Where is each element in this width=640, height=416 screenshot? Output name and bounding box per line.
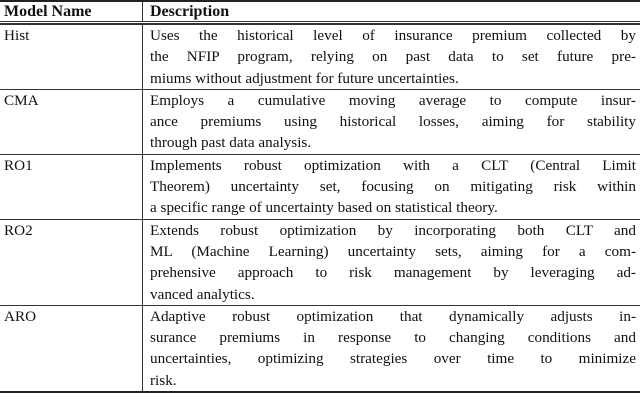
description-cell bbox=[143, 220, 640, 305]
table-row bbox=[0, 24, 640, 89]
description-line: Implements robust optimization with a CLT (Central Limit bbox=[150, 156, 636, 174]
header-description: Description bbox=[150, 3, 230, 20]
table-row bbox=[0, 154, 640, 219]
description-line: prehensive approach to risk management by leveraging ad- bbox=[150, 264, 636, 282]
description-line: a specific range of uncertainty based on statistical theory. bbox=[150, 199, 498, 217]
description-line: miums without adjustment for future uncertainties. bbox=[150, 69, 459, 87]
model-name-cell: ARO bbox=[0, 306, 143, 391]
description-line: vanced analytics. bbox=[150, 285, 255, 303]
description-line: surance premiums in response to changing conditions and bbox=[150, 329, 636, 347]
description-cell bbox=[143, 155, 640, 219]
description-line: Extends robust optimization by incorporating both CLT and bbox=[150, 221, 636, 239]
description-line: uncertainties, optimizing strategies over time to minimize bbox=[150, 350, 636, 368]
model-name-cell: Hist bbox=[0, 25, 143, 89]
description-line: through past data analysis. bbox=[150, 134, 312, 152]
description-cell bbox=[143, 306, 640, 391]
model-name-cell: CMA bbox=[0, 90, 143, 154]
model-name-cell: RO1 bbox=[0, 155, 143, 219]
description-line: the NFIP program, relying on past data to set future pre- bbox=[150, 48, 636, 66]
model-name-cell: RO2 bbox=[0, 220, 143, 305]
description-line: Uses the historical level of insurance premium collected by bbox=[150, 27, 636, 44]
description-line: risk. bbox=[150, 371, 177, 389]
description-line: ML (Machine Learning) uncertainty sets, aiming for a com- bbox=[150, 242, 636, 260]
header-model-name: Model Name bbox=[0, 2, 143, 21]
table-row bbox=[0, 89, 640, 154]
description-line: Adaptive robust optimization that dynamically adjusts in- bbox=[150, 307, 636, 325]
description-line: Theorem) uncertainty set, focusing on mitigating risk within bbox=[150, 178, 636, 196]
description-cell bbox=[143, 25, 640, 89]
description-line: Employs a cumulative moving average to compute insur- bbox=[150, 91, 636, 109]
table-row bbox=[0, 219, 640, 305]
description-cell bbox=[143, 90, 640, 154]
description-line: ance premiums using historical losses, aiming for stability bbox=[150, 113, 636, 131]
table-row bbox=[0, 305, 640, 391]
table-header-row bbox=[0, 2, 640, 24]
